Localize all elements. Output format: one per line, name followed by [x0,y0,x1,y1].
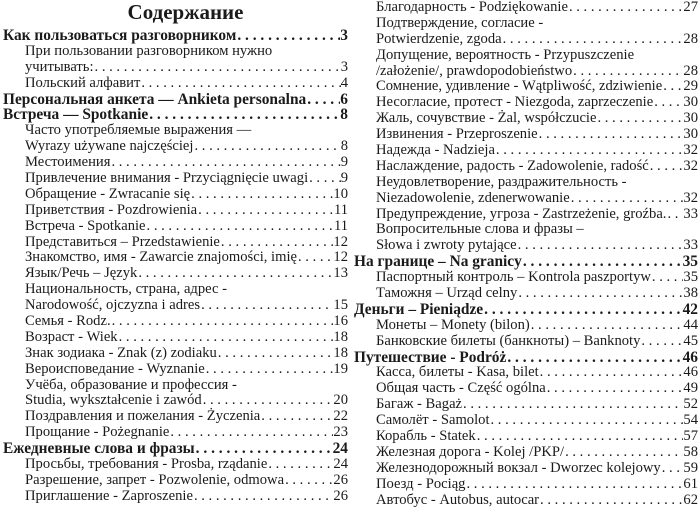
toc-page-number: 11 [333,217,348,234]
toc-page-number: 61 [683,475,698,492]
toc-entry[interactable] [3,393,348,409]
toc-page-number: 38 [683,285,698,302]
toc-entry[interactable] [3,362,348,378]
toc-page-number: 6 [340,90,348,108]
toc-page-number: 42 [682,300,698,318]
toc-entry[interactable] [354,365,698,381]
toc-entry-title: Касса, билеты - Kasa, bilet [376,364,539,381]
toc-entry[interactable] [3,409,348,425]
toc-entry[interactable] [354,111,698,127]
dot-leader [236,28,340,44]
toc-entry[interactable] [354,127,698,143]
toc-entry-title: Банковские билеты (банкноты) – Banknoty [376,332,641,349]
toc-page-number: 11 [333,201,348,218]
toc-entry[interactable] [3,139,348,155]
dot-leader [148,107,340,123]
toc-entry-title: учитывать: [25,58,94,75]
toc-page-number: 58 [683,443,698,460]
toc-entry-title: Общая часть - Część ogólna [376,380,546,397]
toc-entry[interactable] [3,330,348,346]
toc-right-column [354,0,698,509]
toc-page-number: 54 [683,412,698,429]
dot-leader [651,270,684,286]
toc-entry-title: Железнодорожный вокзал - Dworzec kolejowy [376,459,661,476]
toc-entry-title: Подтверждение, согласие - [376,14,544,31]
toc-entry[interactable] [354,32,698,48]
toc-entry-title: Просьбы, требования - Prosba, rządanie [25,456,268,473]
toc-entry[interactable] [3,123,348,139]
toc-entry[interactable] [3,346,348,362]
toc-entry-title: Вероисповедание - Wyznanie [25,360,205,377]
toc-entry-title: Железная дорога - Kolej /PKP/ [376,443,565,460]
toc-entry-title: Багаж - Bagaż [376,396,463,413]
toc-section-heading[interactable] [354,350,698,366]
toc-section-heading[interactable] [354,302,698,318]
toc-entry-title: /założenie/, prawdopodobieństwo [376,62,573,79]
toc-page-number: 15 [333,297,348,314]
dot-leader [197,203,334,219]
dot-leader [462,397,683,413]
toc-entry[interactable] [3,378,348,394]
dot-leader [193,139,340,155]
dot-leader [94,60,341,76]
toc-page-number: 33 [683,237,698,254]
toc-entry[interactable] [354,95,698,111]
toc-entry[interactable] [354,64,698,80]
toc-section-heading[interactable] [354,254,698,270]
toc-entry-title: Wyrazy używane najczęściej [25,138,194,155]
toc-entry[interactable] [354,143,698,159]
dot-leader [202,393,334,409]
toc-page-number: 35 [682,253,698,271]
toc-entry[interactable] [354,175,698,191]
toc-entry[interactable] [354,445,698,461]
toc-entry-title: Учёба, образование и профессия - [25,376,237,393]
toc-entry[interactable] [354,413,698,429]
toc-entry-title: Предупреждение, угроза - Zastrzeżenie, groźba. [376,205,667,222]
toc-entry[interactable] [3,235,348,251]
dot-leader [649,159,684,175]
dot-leader [146,219,334,235]
toc-entry-title: При пользовании разговорником нужно [25,42,273,59]
dot-leader [564,445,683,461]
toc-entry-title: Польский алфавит [25,74,141,91]
dot-leader [205,362,334,378]
toc-entry[interactable] [354,207,698,223]
toc-entry-title: Возраст - Wiek [25,328,118,345]
toc-entry-title: Приветствия - Pozdrowienia [25,201,198,218]
dot-leader [284,473,333,489]
dot-leader [568,0,683,16]
toc-entry-title: Вопросительные слова и фразы – [376,221,584,238]
toc-page-number: 19 [333,360,348,377]
toc-page-number: 46 [682,348,698,366]
toc-page-number: 30 [683,126,698,143]
toc-entry-title: Studia, wykształcenie i zawód [25,392,202,409]
toc-entry[interactable] [3,60,348,76]
toc-section-heading[interactable] [3,441,348,457]
toc-page-number: 44 [683,316,698,333]
dot-leader [490,413,684,429]
dot-leader [517,238,684,254]
toc-entry-title: Паспортный контроль – Kontrola paszportyw [376,269,651,286]
dot-leader [572,64,683,80]
toc-page-number: 52 [683,396,698,413]
toc-entry[interactable] [354,493,698,509]
toc-entry[interactable] [354,318,698,334]
dot-leader [546,381,684,397]
toc-entry-title: Поздравления и пожелания - Życzenia [25,408,261,425]
toc-entry[interactable] [354,238,698,254]
toc-page-number: 33 [683,205,698,222]
toc-entry[interactable] [3,155,348,171]
toc-entry-title: Благодарность - Podziękowanie [376,0,568,15]
dot-leader [118,330,334,346]
dot-leader [110,155,340,171]
toc-page-number: 13 [333,265,348,282]
dot-leader [217,346,334,362]
toc-entry[interactable] [354,191,698,207]
toc-entry-title: Монеты – Monety (bilon) [376,316,530,333]
toc-entry[interactable] [3,219,348,235]
toc-entry[interactable] [3,473,348,489]
toc-entry-title: Язык/Речь – Język [25,265,138,282]
dot-leader [193,489,333,505]
toc-page-number: 59 [683,459,698,476]
dot-leader [506,350,682,366]
toc-list-right [354,0,698,509]
toc-page-number: 28 [683,62,698,79]
toc-entry-title: Приглашение - Zaproszenie [25,487,193,504]
toc-entry-title: Прощание - Pożegnanie [25,424,170,441]
toc-entry[interactable] [3,44,348,60]
toc-entry[interactable] [354,334,698,350]
dot-leader [111,314,334,330]
toc-page-number: 32 [683,142,698,159]
toc-entry[interactable] [3,203,348,219]
toc-entry-title: Извинения - Przeproszenie [376,126,538,143]
toc-entry[interactable] [354,159,698,175]
dot-leader [666,207,683,223]
toc-page-number: 57 [683,428,698,445]
toc-page-number: 10 [333,185,348,202]
toc-section-heading[interactable] [3,107,348,123]
toc-page-number: 23 [333,424,348,441]
dot-leader [653,95,683,111]
toc-entry-title: Potwierdzenie, zgoda [376,30,502,47]
toc-entry[interactable] [354,381,698,397]
dot-leader [530,318,684,334]
dot-leader [140,76,340,92]
toc-page-number: 22 [333,408,348,425]
toc-entry[interactable] [354,429,698,445]
toc-page-number: 20 [333,392,348,409]
toc-page-number: 24 [332,440,348,458]
toc-entry-title: Поезд - Pociąg [376,475,466,492]
toc-entry[interactable] [3,250,348,266]
toc-entry[interactable] [3,425,348,441]
toc-list-left [3,28,348,505]
toc-page-number: 16 [333,313,348,330]
toc-page-number: 9 [340,170,348,187]
dot-leader [495,143,683,159]
toc-page-number: 4 [340,74,348,91]
toc-entry[interactable] [354,477,698,493]
dot-leader [308,171,341,187]
dot-leader [662,79,683,95]
toc-page-number: 30 [683,110,698,127]
toc-section-heading[interactable] [3,28,348,44]
toc-entry[interactable] [3,187,348,203]
toc-entry-title: Деньги – Pieniądze [354,300,484,318]
toc-page-number: 32 [683,189,698,206]
toc-entry-title: Неудовлетворение, раздражительность - [376,173,627,190]
toc-page-number: 12 [333,249,348,266]
toc-section-heading[interactable] [3,92,348,108]
toc-entry-title: Наслаждение, радость - Zadowolenie, radość [376,157,649,174]
dot-leader [190,187,333,203]
toc-page-number: 32 [683,157,698,174]
dot-leader [570,191,684,207]
toc-entry[interactable] [3,298,348,314]
toc-entry[interactable] [354,0,698,16]
toc-page-number: 3 [340,58,348,75]
toc-left-column [3,0,348,505]
toc-page-number: 35 [683,269,698,286]
toc-entry[interactable] [354,48,698,64]
toc-page-number: 62 [683,491,698,508]
toc-entry-title: Знак зодиака - Znak (z) zodiaku [25,344,217,361]
dot-leader [267,457,333,473]
dot-leader [200,298,333,314]
toc-entry-title: Słowa i zwroty pytające [376,237,517,254]
toc-entry[interactable] [354,461,698,477]
toc-page-number: 8 [340,138,348,155]
toc-entry-title: Сомнение, удивление - Wątpliwość, zdziwienie [376,78,663,95]
toc-entry-title: На границе – Na granicy [354,253,522,271]
dot-leader [465,477,683,493]
toc-entry-title: Допущение, вероятность - Przypuszczenie [376,46,635,63]
toc-entry-title: Встреча - Spotkanie [25,217,146,234]
dot-leader [260,409,333,425]
toc-entry-title: Как пользоваться разговорником [3,27,237,44]
toc-page-number: 26 [333,487,348,504]
toc-page-number: 3 [340,27,348,44]
toc-page-number: 26 [333,471,348,488]
dot-leader [306,92,340,108]
dot-leader [502,32,684,48]
toc-page-number: 24 [333,456,348,473]
toc-entry-title: Обращение - Zwracanie się [25,185,191,202]
toc-page-number: 46 [683,364,698,381]
toc-entry-title: Путешествие - Podróż [354,348,507,366]
toc-entry[interactable] [354,79,698,95]
toc-page-number: 29 [683,78,698,95]
toc-entry[interactable] [3,266,348,282]
toc-entry-title: Знакомство, имя - Zawarcie znajomości, imię [25,249,297,266]
dot-leader [640,334,683,350]
toc-entry[interactable] [3,457,348,473]
toc-entry-title: Разрешение, запрет - Pozwolenie, odmowa [25,471,285,488]
toc-entry-title: Встреча — Spotkanie [3,106,149,124]
toc-page-number: 30 [683,94,698,111]
toc-entry-title: Представиться – Przedstawienie [25,233,220,250]
toc-entry[interactable] [354,286,698,302]
toc-entry[interactable] [354,222,698,238]
dot-leader [661,461,684,477]
toc-entry-title: Персональная анкета — Ankieta personalna [3,90,307,108]
toc-entry-title: Ежедневные слова и фразы [3,440,195,458]
dot-leader [522,254,683,270]
toc-entry[interactable] [354,270,698,286]
page-title: Содержание [127,0,244,24]
toc-entry[interactable] [3,171,348,187]
toc-entry-title: Таможня – Urząd celny [376,285,518,302]
dot-leader [483,302,682,318]
toc-entry-title: Семья - Rodz. [25,313,111,330]
dot-leader [297,250,333,266]
dot-leader [137,266,333,282]
toc-entry-title: Корабль - Statek [376,428,476,445]
dot-leader [169,425,333,441]
toc-entry[interactable] [354,16,698,32]
toc-entry-title: Автобус - Autobus, autocar [376,491,540,508]
dot-leader [539,493,683,509]
dot-leader [220,235,333,251]
toc-entry-title: Niezadowolenie, zdenerwowanie [376,189,570,206]
toc-entry-title: Местоимения [25,154,111,171]
dot-leader [195,441,333,457]
toc-entry[interactable] [3,489,348,505]
toc-page-number: 27 [683,0,698,15]
dot-leader [539,365,684,381]
toc-entry-title: Национальность, страна, адрес - [25,281,227,298]
toc-entry-title: Жаль, сочувствие - Żal, współczucie [376,110,597,127]
toc-entry[interactable] [3,282,348,298]
toc-page-number: 28 [683,30,698,47]
toc-page-number: 49 [683,380,698,397]
toc-page-number: 18 [333,328,348,345]
toc-entry-title: Самолёт - Samolot [376,412,490,429]
dot-leader [538,127,684,143]
toc-entry[interactable] [3,314,348,330]
toc-page-number: 9 [340,154,348,171]
toc-page-number: 18 [333,344,348,361]
toc-entry-title: Несогласие, протест - Niezgoda, zaprzeczenie [376,94,654,111]
toc-entry-title: Часто употребляемые выражения — [25,122,252,139]
toc-entry[interactable] [354,397,698,413]
dot-leader [476,429,684,445]
dot-leader [517,286,683,302]
dot-leader [596,111,683,127]
toc-entry[interactable] [3,76,348,92]
toc-entry-title: Narodowość, ojczyzna i adres [25,297,201,314]
toc-entry-title: Надежда - Nadzieja [376,142,495,159]
toc-page-number: 12 [333,233,348,250]
toc-entry-title: Привлечение внимания - Przyciągnięcie uwagi [25,170,309,187]
toc-page-number: 45 [683,332,698,349]
toc-page-number: 8 [340,106,348,124]
